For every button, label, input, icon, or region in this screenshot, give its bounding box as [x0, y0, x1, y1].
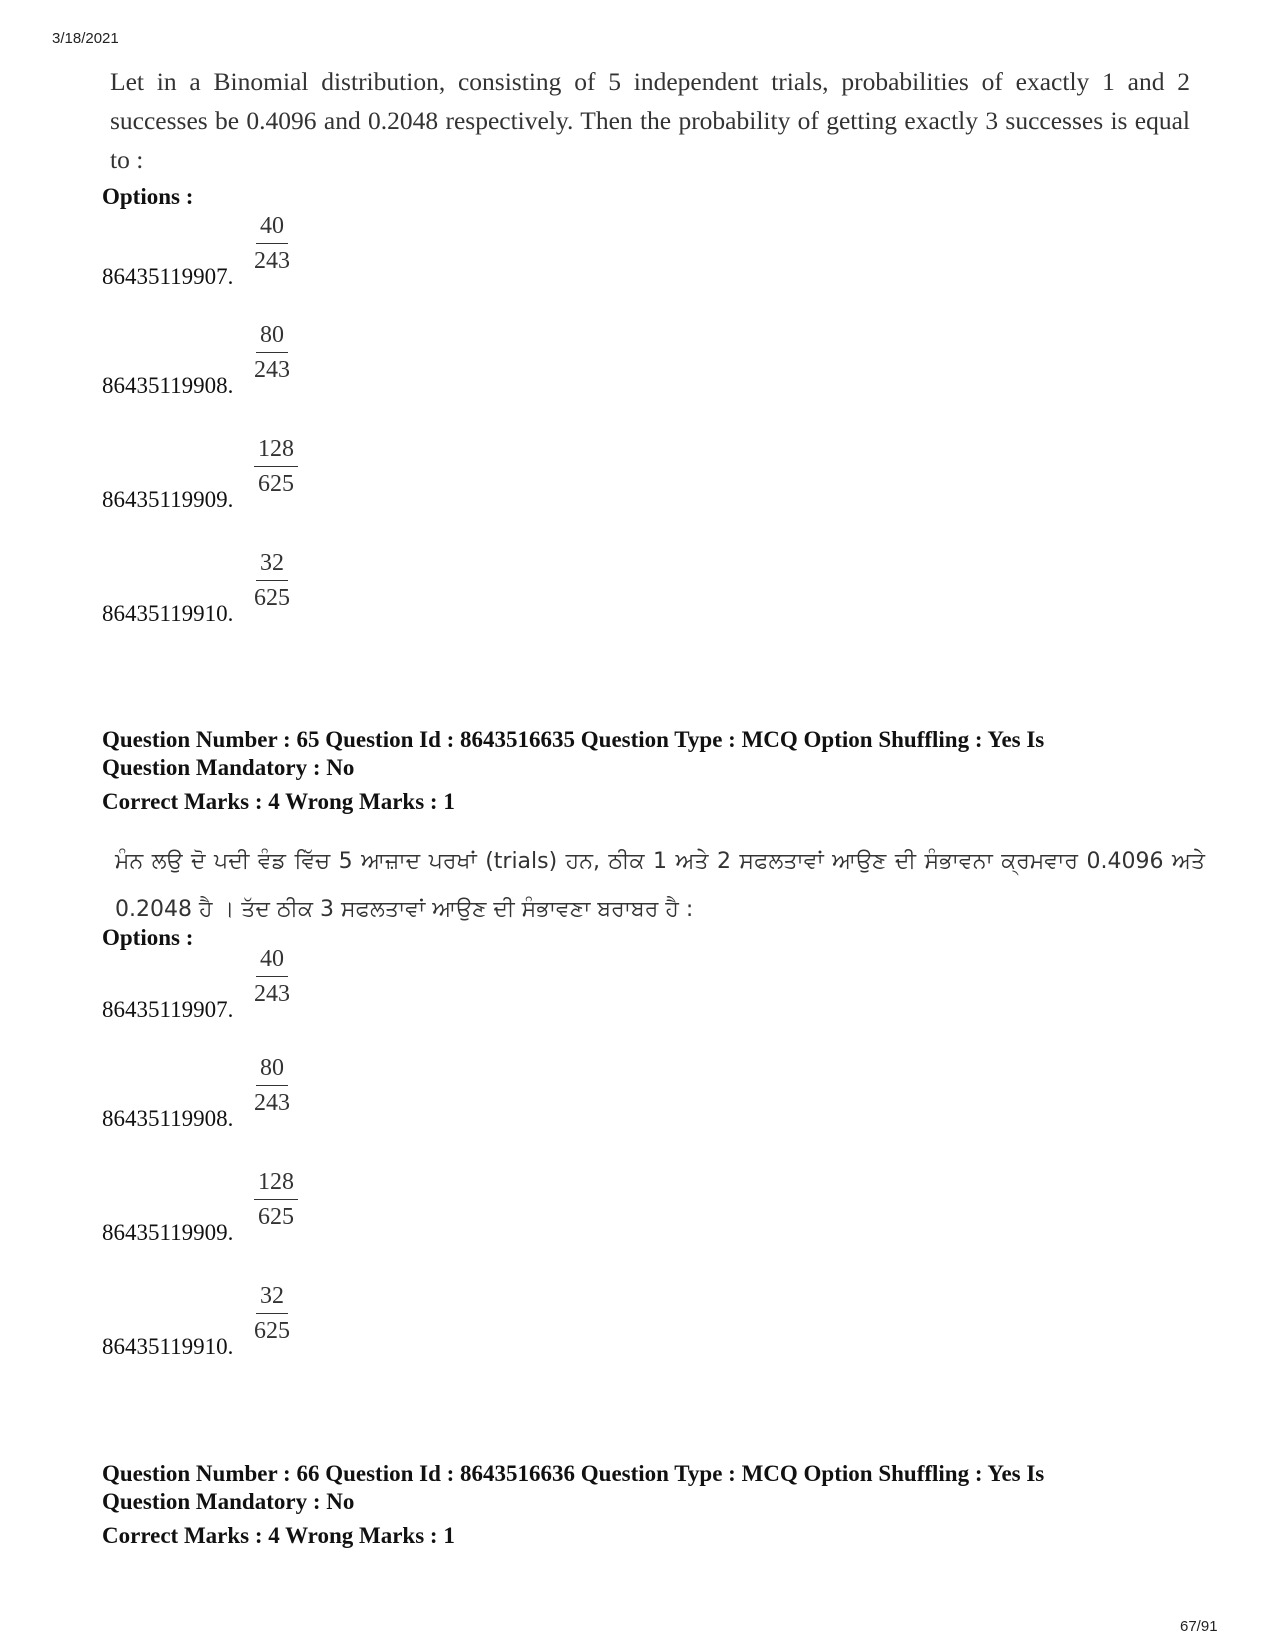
option-id: 86435119908. [102, 1106, 234, 1131]
question-text-english: Let in a Binomial distribution, consisting of 5 independent trials, probabilities of exactly 1 and 2 successes be 0.4096 and 0.2048 respectively. Then the probability of getting exactly 3 successes is equal to : [110, 67, 1190, 174]
fraction-denominator: 243 [254, 357, 290, 383]
option-id: 86435119908. [102, 373, 234, 398]
option-id: 86435119907. [102, 997, 234, 1022]
fraction-denominator: 625 [258, 471, 294, 497]
fraction-denominator: 625 [254, 1318, 290, 1344]
option-item [102, 423, 402, 513]
question-meta-line: Question Number : 65 Question Id : 8643516635 Question Type : MCQ Option Shuffling : Yes Is [102, 727, 1045, 752]
question-meta [102, 1460, 1222, 1516]
option-item [102, 309, 402, 399]
question-meta-line: Question Mandatory : No [102, 755, 355, 780]
fraction-denominator: 625 [254, 585, 290, 611]
option-item [102, 200, 402, 290]
options-label: Options : [102, 925, 194, 950]
fraction-denominator: 243 [254, 981, 290, 1007]
option-fraction [254, 548, 290, 613]
fraction-numerator: 32 [256, 548, 288, 581]
option-item [102, 537, 402, 627]
fraction-numerator: 128 [254, 1167, 298, 1200]
fraction-denominator: 243 [254, 1090, 290, 1116]
option-id: 86435119907. [102, 264, 234, 289]
question-meta-line: Question Mandatory : No [102, 1489, 355, 1514]
fraction-numerator: 128 [254, 434, 298, 467]
option-id: 86435119910. [102, 1334, 234, 1359]
option-id: 86435119909. [102, 487, 234, 512]
fraction-numerator: 40 [256, 211, 288, 244]
option-fraction [254, 211, 290, 276]
fraction-numerator: 40 [256, 944, 288, 977]
fraction-numerator: 32 [256, 1281, 288, 1314]
option-item [102, 1270, 402, 1360]
option-id: 86435119910. [102, 601, 234, 626]
options-label: Options : [102, 184, 194, 209]
option-item [102, 1156, 402, 1246]
fraction-denominator: 243 [254, 248, 290, 274]
option-fraction [254, 320, 290, 385]
option-fraction [254, 1281, 290, 1346]
question-meta-line: Question Number : 66 Question Id : 8643516636 Question Type : MCQ Option Shuffling : Yes Is [102, 1461, 1045, 1486]
option-fraction [254, 944, 290, 1009]
option-fraction [254, 1053, 290, 1118]
page-number: 67/91 [1180, 1618, 1218, 1635]
question-meta [102, 726, 1222, 782]
option-item [102, 933, 402, 1023]
question-marks: Correct Marks : 4 Wrong Marks : 1 [102, 1523, 455, 1548]
option-fraction [254, 434, 298, 499]
option-id: 86435119909. [102, 1220, 234, 1245]
fraction-denominator: 625 [258, 1204, 294, 1230]
print-date: 3/18/2021 [52, 30, 119, 47]
option-item [102, 1042, 402, 1132]
question-marks: Correct Marks : 4 Wrong Marks : 1 [102, 789, 455, 814]
fraction-numerator: 80 [256, 1053, 288, 1086]
option-fraction [254, 1167, 298, 1232]
question-text-punjabi: ਮੰਨ ਲਉ ਦੋ ਪਦੀ ਵੰਡ ਵਿੱਚ 5 ਆਜ਼ਾਦ ਪਰਖਾਂ (trials) ਹਨ, ਠੀਕ 1 ਅਤੇ 2 ਸਫਲਤਾਵਾਂ ਆਉਣ ਦੀ ਸੰਭਾਵਨਾ ਕ੍ਰਮਵਾਰ 0.4096 ਅਤੇ 0.2048 ਹੈ । ਤੱਦ ਠੀਕ 3 ਸਫਲਤਾਵਾਂ ਆਉਣ ਦੀ ਸੰਭਾਵਣਾ ਬਰਾਬਰ ਹੈ : [115, 849, 1205, 922]
fraction-numerator: 80 [256, 320, 288, 353]
